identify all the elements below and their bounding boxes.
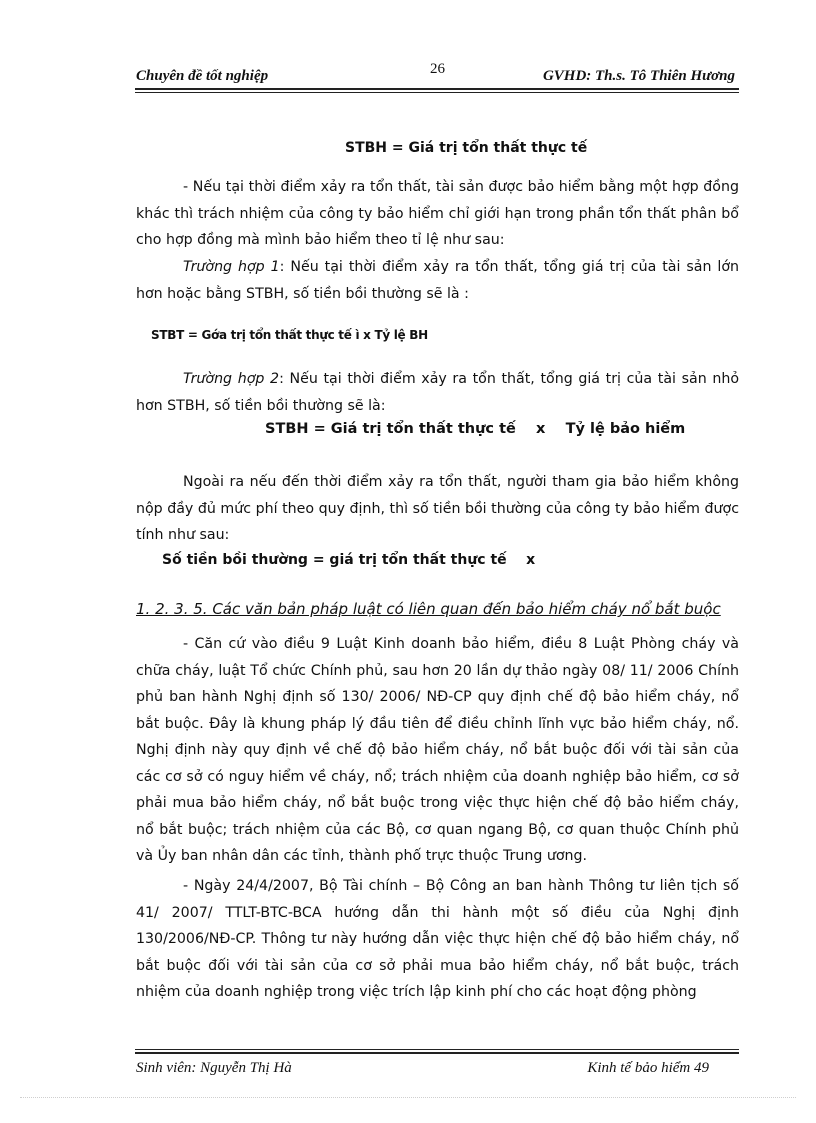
paragraph-circular-41: - Ngày 24/4/2007, Bộ Tài chính – Bộ Công an ban hành Thông tư liên tịch số 41/ 2007/ TTLT-BTC-BCA hướng dẫn thi hành một số điều của Nghị định 130/2006/NĐ-CP. Thông tư này hướng dẫn việc thực hiện chế độ bảo hiểm cháy, nổ bắt buộc đối với tài sản của cơ sở phải mua bảo hiểm cháy, nổ bắt buộc, trách nhiệm của doanh nghiệp trong việc trích lập kinh phí cho các hoạt động phòng [136,878,739,1000]
case-2-paragraph [136,366,739,419]
case-1-text: : Nếu tại thời điểm xảy ra tổn thất, tổng giá trị của tài sản lớn hơn hoặc bằng STBH, số tiền bồi thường sẽ là : [136,259,740,302]
paragraph-decree-130: - Căn cứ vào điều 9 Luật Kinh doanh bảo hiểm, điều 8 Luật Phòng cháy và chữa cháy, luật Tổ chức Chính phủ, sau hơn 20 lần dự thảo ngày 08/ 11/ 2006 Chính phủ ban hành Nghị định số 130/ 2006/ NĐ-CP quy định chế độ bảo hiểm cháy, nổ bắt buộc. Đây là khung pháp lý đầu tiên để điều chỉnh lĩnh vực bảo hiểm cháy, nổ. Nghị định này quy định về chế độ bảo hiểm cháy, nổ bắt buộc đối với tài sản của các cơ sở có nguy hiểm về cháy, nổ; trách nhiệm của doanh nghiệp bảo hiểm, cơ sở phải mua bảo hiểm cháy, nổ bắt buộc trong việc thực hiện chế độ bảo hiểm cháy, nổ bắt buộc; trách nhiệm của các Bộ, cơ quan ngang Bộ, cơ quan thuộc Chính phủ và Ủy ban nhân dân các tỉnh, thành phố trực thuộc Trung ương. [136,636,739,864]
header-right-supervisor: GVHD: Th.s. Tô Thiên Hương [542,68,735,84]
formula-stbh-2: STBH = Giá trị tổn thất thực tế x Tỷ lệ bảo hiểm [265,421,686,437]
footer-student: Sinh viên: Nguyễn Thị Hà [136,1060,292,1076]
footer-rule-thin [135,1049,739,1050]
case-2-text: : Nếu tại thời điểm xảy ra tổn thất, tổng giá trị của tài sản nhỏ hơn STBH, số tiền bồi thường sẽ là: [136,371,739,414]
formula-stbh-1: STBH = Giá trị tổn thất thực tế [345,140,588,156]
page-number: 26 [430,61,445,77]
header-left-title: Chuyên đề tốt nghiệp [136,68,269,84]
header-rule-thin [135,92,739,93]
case-2-label: Trường hợp 2 [183,371,280,387]
section-heading-1235: 1. 2. 3. 5. Các văn bản pháp luật có liên quan đến bảo hiểm cháy nổ bắt buộc [136,600,721,618]
paragraph-other-contract: - Nếu tại thời điểm xảy ra tổn thất, tài sản được bảo hiểm bằng một hợp đồng khác thì trách nhiệm của công ty bảo hiểm chỉ giới hạn trong phần tổn thất phân bổ cho hợp đồng mà mình bảo hiểm theo tỉ lệ như sau: [136,179,739,248]
formula-compensation: Số tiền bồi thường = giá trị tổn thất thực tế x [162,552,536,568]
header-rule-thick [135,88,739,90]
footer-rule-thick [135,1052,739,1054]
paragraph-unpaid-premium: Ngoài ra nếu đến thời điểm xảy ra tổn thất, người tham gia bảo hiểm không nộp đầy đủ mức phí theo quy định, thì số tiền bồi thường của công ty bảo hiểm được tính như sau: [136,474,739,543]
formula-stbt: STBT = Gớa trị tổn thất thực tế ì x Tỷ lệ BH [151,328,428,342]
case-1-paragraph [136,254,739,307]
case-1-label: Trường hợp 1 [183,259,280,275]
page-edge-dotted-line [20,1097,796,1098]
footer-major: Kinh tế bảo hiểm 49 [587,1060,709,1076]
